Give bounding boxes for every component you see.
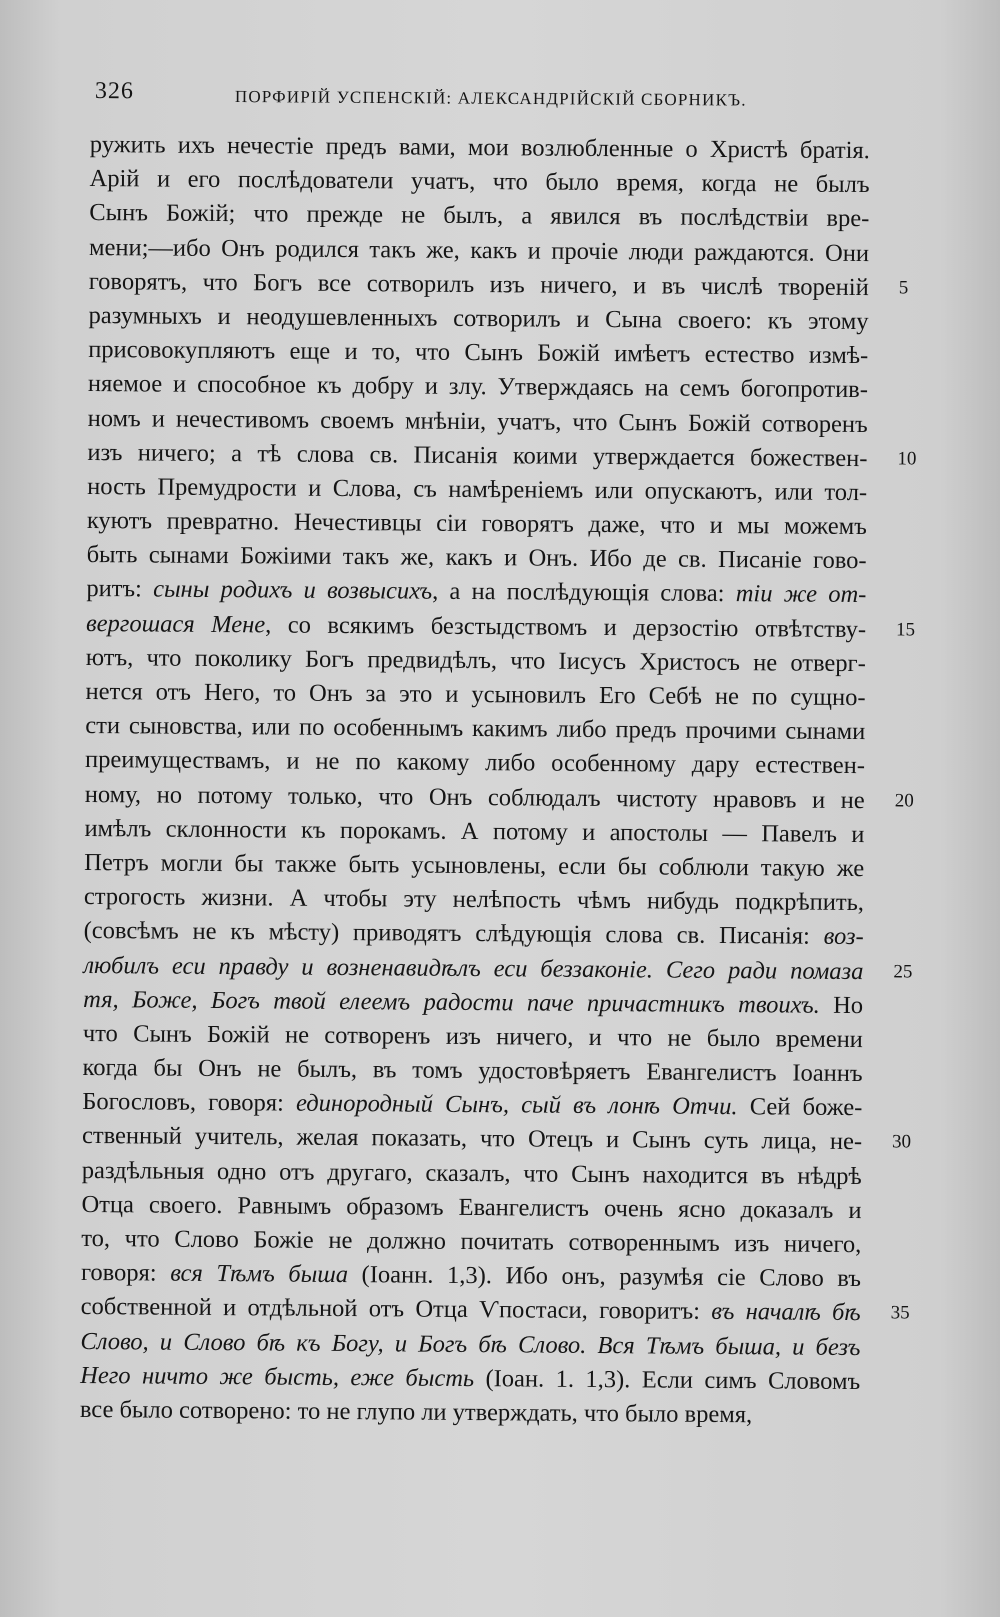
page-number: 326 [94, 78, 134, 105]
italic-quote: тя, Боже, Богъ твой елеемъ радости паче причастникъ твоихъ. [83, 985, 820, 1019]
line-number: 30 [891, 1131, 912, 1153]
text-run: говорятъ, что Богъ все сотворилъ изъ ничего, и въ числѣ твореній [88, 267, 869, 301]
text-run: то, что Слово Божіе не должно почитать сотвореннымъ изъ ничего, [81, 1224, 862, 1259]
italic-quote: сыны родихъ и возвысихъ [153, 575, 433, 606]
text-run: ному, но потому только, что Онъ соблюдалъ чистоту нравовъ и не [84, 780, 865, 814]
text-run: все было сотворено: то не глупо ли утверждать, что было время, [79, 1395, 753, 1429]
text-line [80, 1393, 880, 1433]
text-run: изъ ничего; а тѣ слова св. Писанія коими утверждается божествен- [87, 438, 868, 472]
text-run: Богословъ, говоря: [82, 1088, 297, 1117]
line-number: 10 [897, 448, 917, 470]
text-run: разумныхъ и неодушевленныхъ сотворилъ и Сына своего: къ этому [88, 301, 869, 336]
text-run: нется отъ Него, то Онъ за это и усыновилъ Его Себѣ не по сущно- [85, 677, 866, 712]
text-run: говоря: [80, 1259, 171, 1287]
italic-quote: въ началѣ бѣ [711, 1298, 861, 1327]
italic-quote: единородный Сынъ, сый въ лонѣ Отчи. [295, 1089, 738, 1121]
text-run: ритъ: [86, 575, 154, 603]
page-header [95, 78, 915, 124]
text-run: ственный учитель, желая показать, что Отецъ и Сынъ суть лица, не- [81, 1122, 863, 1156]
italic-quote: вся Тѣмъ быша [170, 1259, 349, 1289]
text-run: Сей боже- [737, 1093, 863, 1122]
text-run: , со всякимъ безстыдствомъ и дерзостію отвѣтству- [265, 611, 867, 643]
text-run: (Іоан. 1. 1,3). Если симъ Словомъ [474, 1364, 861, 1395]
text-run: куютъ превратно. Нечестивцы сіи говорятъ даже, что и мы можемъ [86, 507, 867, 541]
text-run: , а на послѣдующія слова: [432, 578, 736, 608]
text-run: присовокупляютъ еще и то, что Сынъ Божій имѣетъ естество измѣ- [88, 336, 869, 370]
text-run: Но [819, 991, 864, 1019]
italic-quote: любилъ еси правду и возненавидѣлъ еси беззаконіе. Сего ради помаза [83, 951, 864, 985]
text-run: (Іоанн. 1,3). Ибо онъ, разумѣя сіе Слово въ [347, 1261, 862, 1293]
body-text [79, 128, 917, 1433]
text-run: сти сыновства, или по особеннымъ какимъ либо предъ прочими сынами [85, 712, 866, 746]
text-run: раздѣльныя одно отъ другаго, сказалъ, что Сынъ находится въ нѣдрѣ [81, 1156, 862, 1190]
text-run: преимуществамъ, и не по какому либо особенному дару естествен- [84, 746, 866, 780]
text-run: ность Премудрости и Слова, съ намѣреніемъ или опускаютъ, или тол- [87, 472, 868, 506]
text-run: номъ и нечестивомъ своемъ мнѣніи, учатъ, что Сынъ Божій сотворенъ [87, 404, 868, 438]
italic-quote: Него ничто же бысть, еже бысть [80, 1361, 475, 1392]
text-run: ютъ, что поколику Богъ предвидѣлъ, что Іисусъ Христосъ не отверг- [85, 643, 866, 677]
text-run: что Сынъ Божій не сотворенъ изъ ничего, и что не было времени [82, 1019, 863, 1053]
text-run: когда бы Онъ не былъ, въ томъ удостовѣряетъ Евангелистъ Іоаннъ [82, 1054, 863, 1088]
italic-quote: Слово, и Слово бѣ къ Богу, и Богъ бѣ Слово. Вся Тѣмъ быша, и безъ [80, 1327, 861, 1361]
text-run: (совсѣмъ не къ мѣсту) приводятъ слѣдующія слова св. Писанія: [83, 917, 824, 951]
text-run: Петръ могли бы также быть усыновлены, если бы соблюли такую же [84, 848, 865, 883]
line-number: 15 [896, 618, 916, 641]
text-run: Сынъ Божій; что прежде не былъ, а явился въ послѣдствіи вре- [89, 199, 870, 233]
text-run: строгость жизни. А чтобы эту нелѣпость чѣмъ нибудь подкрѣпить, [83, 883, 865, 917]
text-run: няемое и способное къ добру и злу. Утверждаясь на семъ богопротив- [87, 370, 869, 404]
text-run: Отца своего. Равнымъ образомъ Евангелистъ очень ясно доказалъ и [81, 1190, 862, 1224]
running-head: ПОРФИРІЙ УСПЕНСКІЙ: АЛЕКСАНДРІЙСКІЙ СБОРНИКЪ. [234, 86, 747, 110]
text-run: имѣлъ склонности къ порокамъ. А потому и апостолы — Павелъ и [84, 814, 865, 848]
text-run: собственной и отдѣльной отъ Отца Ѵпостаси, говоритъ: [80, 1293, 712, 1326]
line-number: 35 [890, 1302, 910, 1324]
text-run: ружить ихъ нечестіе предъ вами, мои возлюбленные о Христѣ братія. [89, 130, 870, 165]
line-text [80, 1393, 860, 1433]
text-run: Арій и его послѣдователи учатъ, что было время, когда не былъ [89, 165, 870, 199]
italic-quote: вергошася Мене [86, 609, 266, 639]
line-number: 20 [894, 789, 914, 812]
italic-quote: тіи же от- [735, 580, 867, 609]
text-run: быть сынами Божіими такъ же, какъ и Онъ. Ибо де св. Писаніе гово- [86, 541, 867, 575]
line-number: 5 [898, 277, 909, 299]
text-run: мени;—ибо Онъ родился такъ же, какъ и прочіе люди раждаются. Они [88, 233, 870, 267]
line-number: 25 [893, 960, 913, 982]
italic-quote: воз- [823, 923, 864, 951]
